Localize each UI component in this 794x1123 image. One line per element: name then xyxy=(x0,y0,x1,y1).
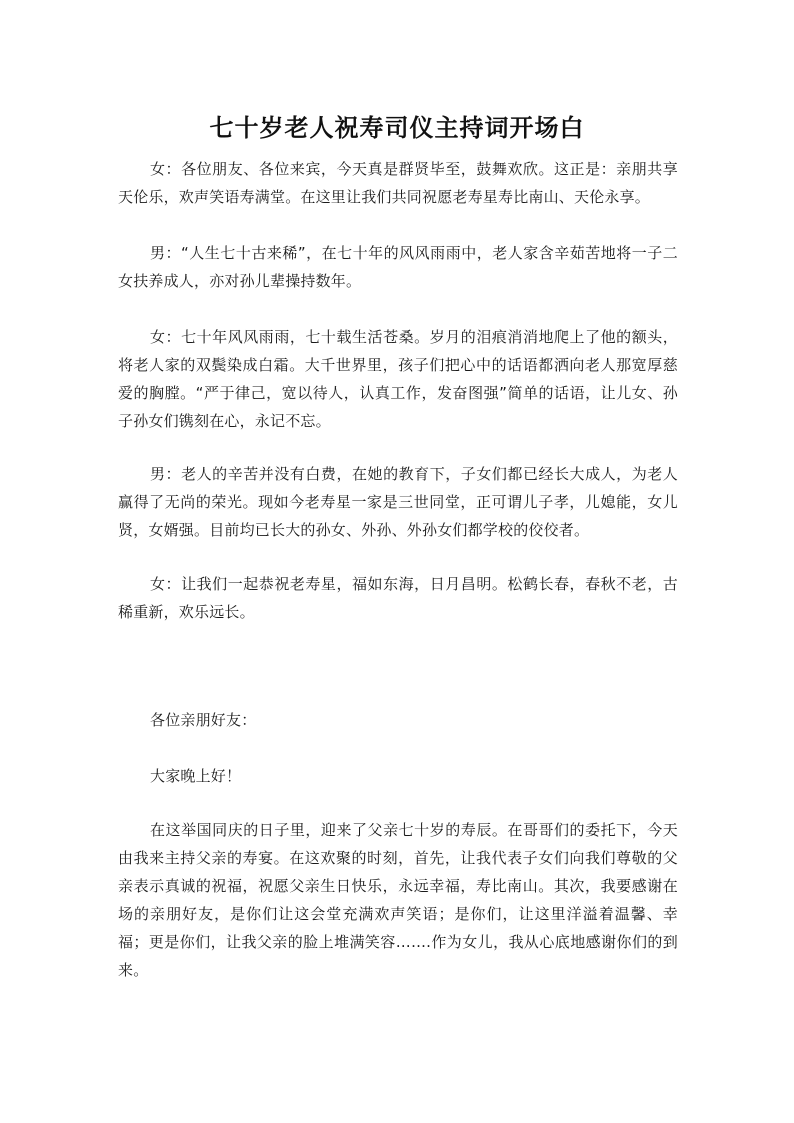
paragraph-male-seventy-years: 男：“人生七十古来稀”，在七十年的风风雨雨中，老人家含辛茹苦地将一子二女扶养成人，亦对孙儿辈操持数年。 xyxy=(118,244,678,290)
paragraph-female-opening: 女：各位朋友、各位来宾，今天真是群贤毕至，鼓舞欢欣。这正是：亲朋共享天伦乐，欢声笑语寿满堂。在这里让我们共同祝愿老寿星寿比南山、天伦永享。 xyxy=(118,160,678,206)
paragraph-greeting-friends: 各位亲朋好友： xyxy=(150,711,257,729)
paragraph-daughter-speech: 在这举国同庆的日子里，迎来了父亲七十岁的寿辰。在哥哥们的委托下，今天由我来主持父亲的寿宴。在这欢聚的时刻，首先，让我代表子女们向我们尊敬的父亲表示真诚的祝福，祝愿父亲生日快乐，永远幸福，寿比南山。其次，我要感谢在场的亲朋好友，是你们让这会堂充满欢声笑语；是你们，让这里洋溢着温馨、幸福；更是你们，让我父亲的脸上堆满笑容…….作为女儿，我从心底地感谢你们的到来。 xyxy=(118,821,678,979)
paragraph-male-hard-work: 男：老人的辛苦并没有白费，在她的教育下，子女们都已经长大成人，为老人赢得了无尚的荣光。现如今老寿星一家是三世同堂，正可谓儿子孝，儿媳能，女儿贤，女婿强。目前均已长大的孙女、外孙、外孙女们都学校的佼佼者。 xyxy=(118,465,678,539)
paragraph-good-evening: 大家晚上好！ xyxy=(150,767,242,785)
paragraph-female-wind-and-rain: 女：七十年风风雨雨，七十载生活苍桑。岁月的泪痕消消地爬上了他的额头，将老人家的双鬓染成白霜。大千世界里，孩子们把心中的话语都洒向老人那宽厚慈爱的胸膛。“严于律己，宽以待人，认真工作，发奋图强”简单的话语，让儿女、孙子孙女们镌刻在心，永记不忘。 xyxy=(118,328,678,430)
paragraph-female-blessing: 女：让我们一起恭祝老寿星，福如东海，日月昌明。松鹤长春，春秋不老，古稀重新，欢乐远长。 xyxy=(118,575,678,621)
document-title: 七十岁老人祝寿司仪主持词开场白 xyxy=(209,114,585,142)
